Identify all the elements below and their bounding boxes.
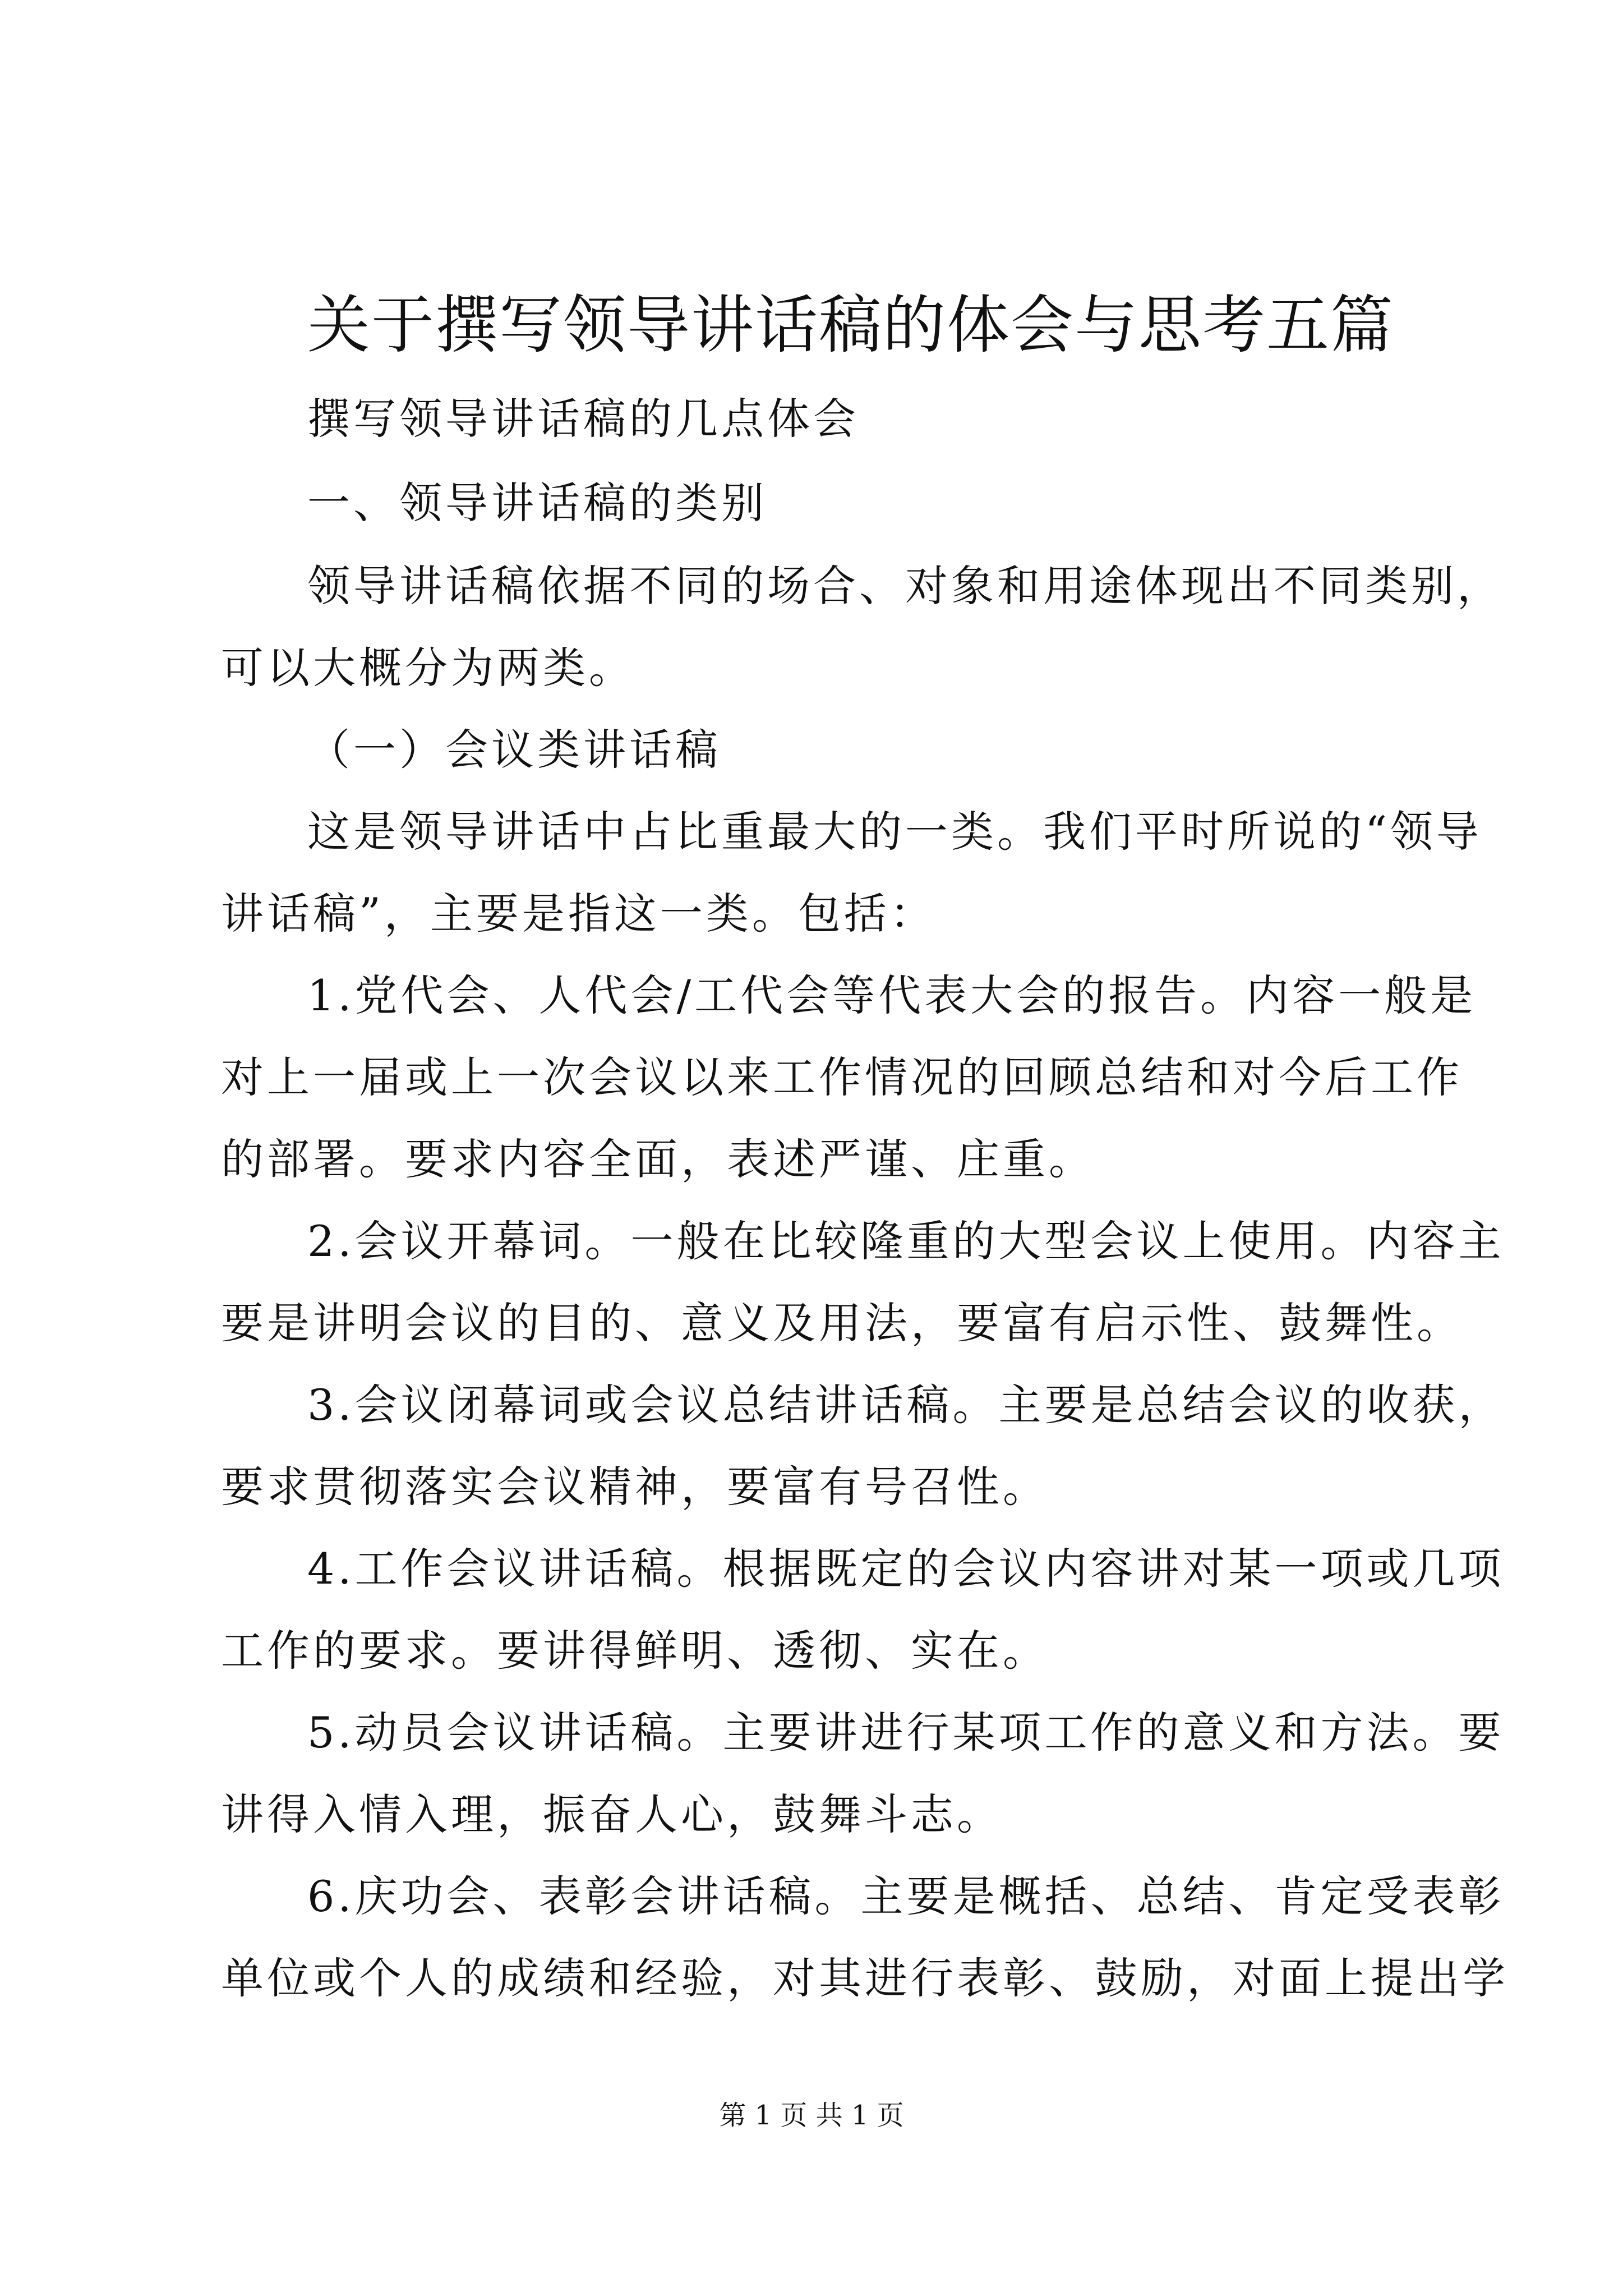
page-number-footer: 第 1 页 共 1 页	[719, 2100, 904, 2131]
list-item-line: 要求贯彻落实会议精神，要富有号召性。	[221, 1462, 1049, 1512]
subtitle-line: 撰写领导讲话稿的几点体会	[307, 394, 859, 444]
list-item-line: 3.会议闭幕词或会议总结讲话稿。主要是总结会议的收获，	[307, 1380, 1505, 1430]
paragraph-line: 这是领导讲话中占比重最大的一类。我们平时所说的“领导	[307, 807, 1482, 857]
list-item-line: 要是讲明会议的目的、意义及用法，要富有启示性、鼓舞性。	[221, 1298, 1463, 1348]
list-item-line: 讲得入情入理，振奋人心，鼓舞斗志。	[221, 1789, 1003, 1839]
list-item-line: 1.党代会、人代会/工代会等代表大会的报告。内容一般是	[307, 970, 1477, 1020]
list-item-line: 4.工作会议讲话稿。根据既定的会议内容讲对某一项或几项	[307, 1544, 1505, 1594]
paragraph-line: 讲话稿”，主要是指这一类。包括：	[221, 889, 936, 938]
list-item-line: 单位或个人的成绩和经验，对其进行表彰、鼓励，对面上提出学	[221, 1953, 1509, 2003]
document-title: 关于撰写领导讲话稿的体会与思考五篇	[307, 289, 1394, 362]
subsection-heading: （一）会议类讲话稿	[307, 725, 721, 775]
paragraph-line: 可以大概分为两类。	[221, 643, 635, 693]
list-item-line: 2.会议开幕词。一般在比较隆重的大型会议上使用。内容主	[307, 1216, 1505, 1266]
section-heading: 一、领导讲话稿的类别	[307, 478, 767, 528]
list-item-line: 工作的要求。要讲得鲜明、透彻、实在。	[221, 1626, 1049, 1676]
list-item-line: 的部署。要求内容全面，表述严谨、庄重。	[221, 1134, 1095, 1184]
list-item-line: 对上一届或上一次会议以来工作情况的回顾总结和对今后工作	[221, 1052, 1463, 1102]
list-item-line: 6.庆功会、表彰会讲话稿。主要是概括、总结、肯定受表彰	[307, 1871, 1505, 1921]
list-item-line: 5.动员会议讲话稿。主要讲进行某项工作的意义和方法。要	[307, 1708, 1505, 1757]
paragraph-line: 领导讲话稿依据不同的场合、对象和用途体现出不同类别，	[307, 561, 1503, 611]
